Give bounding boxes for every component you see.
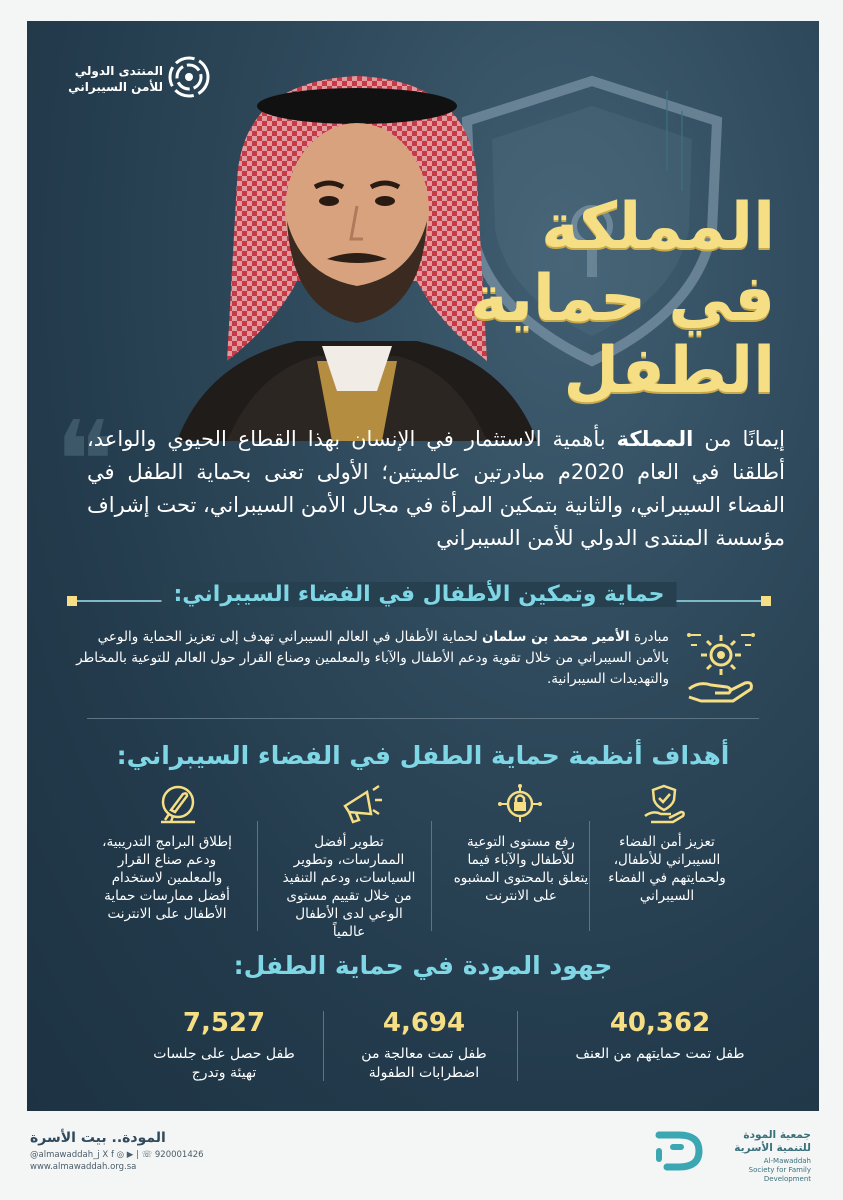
stat-separator-2 [517,1011,518,1081]
stat-card-1 [575,1007,745,1064]
initiative-bold-name: الأمير محمد بن سلمان [482,629,630,645]
stat-card-3 [139,1007,309,1083]
rocket-icon [155,784,201,824]
shield-hand-icon [641,784,687,824]
stat-label-2: طفل تمت معالجة من اضطرابات الطفولة [361,1046,487,1081]
title-line3: الطفل [563,334,775,408]
footer-website-link[interactable]: www.almawaddah.org.sa [30,1162,137,1172]
forum-logo-line1: المنتدى الدولي [74,64,163,78]
goal-text-3: تطوير أفضل الممارسات، وتطوير السياسات، ودعم التنفيذ من خلال تقييم مستوى الوعي لدى الأطفال عالمياً [282,834,416,940]
goal-text-4: إطلاق البرامج التدريبية، ودعم صناع القرار والمعلمين لاستخدام أفضل ممارسات حماية الأطفال على الانترنت [102,834,232,922]
mawaddah-logo [651,1125,811,1183]
stat-card-2 [339,1007,509,1083]
lock-network-icon [497,784,543,824]
hand-gear-circuit-icon [681,627,761,707]
stat-label-3: طفل حصل على جلسات تهيئة وتدرج [153,1046,295,1081]
intro-text-rest: بأهمية الاستثمار في الإنسان بهذا القطاع الحيوي والواعد، أطلقنا في العام 2020م مبادرتين عالميتين؛ الأولى تعنى بحماية الطفل في الفضاء السيبراني، والثانية بتمكين المرأة في مجال الأمن السيبراني، تحت إشراف مؤسسة المنتدى الدولي للأمن السيبراني [87,427,785,550]
section1-dot-left [67,596,77,606]
initiative-text-rest: لحماية الأطفال في العالم السيبراني تهدف إلى تعزيز الحماية والوعي بالأمن السيبراني من خلال تقوية ودعم الأطفال والآباء والمعلمين وصناع القرار حول العالم للتوعية بالمخاطر والتهديدات السيبرانية. [76,629,669,687]
goal-text-1: تعزيز أمن الفضاء السيبراني للأطفال، ولحمايتهم في الفضاء السيبراني [608,834,726,904]
intro-paragraph [87,423,785,555]
goal-separator-2 [431,821,432,931]
footer-tagline: المودة.. بيت الأسرة [30,1130,166,1146]
org-name-ar-line2: للتنمية الأسرية [734,1142,811,1154]
section1-heading-bar [67,582,771,616]
stat-value-1: 40,362 [609,1008,711,1038]
goal-separator-3 [257,821,258,931]
goal-text-2: رفع مستوى التوعية للأطفال والآباء فيما يتعلق بالمحتوى المشبوه على الانترنت [453,834,589,904]
initiative-text-start: مبادرة [629,629,669,645]
stat-label-1: طفل تمت حمايتهم من العنف [575,1046,745,1062]
title-line1: المملكة [541,190,775,264]
mawaddah-logo-mark-icon [651,1129,707,1173]
quote-mark-icon: ❝ [55,397,115,525]
org-name-en: Al-Mawaddah Society for Family Development [748,1157,811,1183]
title-line2: في حماية [470,262,775,336]
forum-logo-line2: للأمن السيبراني [68,80,163,94]
intro-text-start: إيمانًا من [693,427,785,451]
section3-heading: جهود المودة في حماية الطفل: [233,951,613,980]
intro-bold-kingdom: المملكة [616,427,694,451]
section2-heading: أهداف أنظمة حماية الطفل في الفضاء السيبراني: [116,741,730,770]
stat-value-3: 7,527 [182,1008,266,1038]
section1-dot-right [761,596,771,606]
footer-left [30,1130,204,1172]
initiative-text [61,627,669,690]
org-name-ar-line1: جمعية المودة [743,1129,811,1141]
stat-separator-1 [323,1011,324,1081]
megaphone-icon [337,784,383,824]
stat-value-2: 4,694 [382,1008,466,1038]
poster [27,21,819,1111]
page-title [470,191,775,407]
footer-social-handles[interactable]: @almawaddah_j X f ◎ ▶ | ☏ 920001426 [30,1150,204,1160]
divider-1 [87,718,759,719]
section1-heading: حماية وتمكين الأطفال في الفضاء السيبراني: [161,582,676,607]
org-name-ar [734,1129,811,1155]
